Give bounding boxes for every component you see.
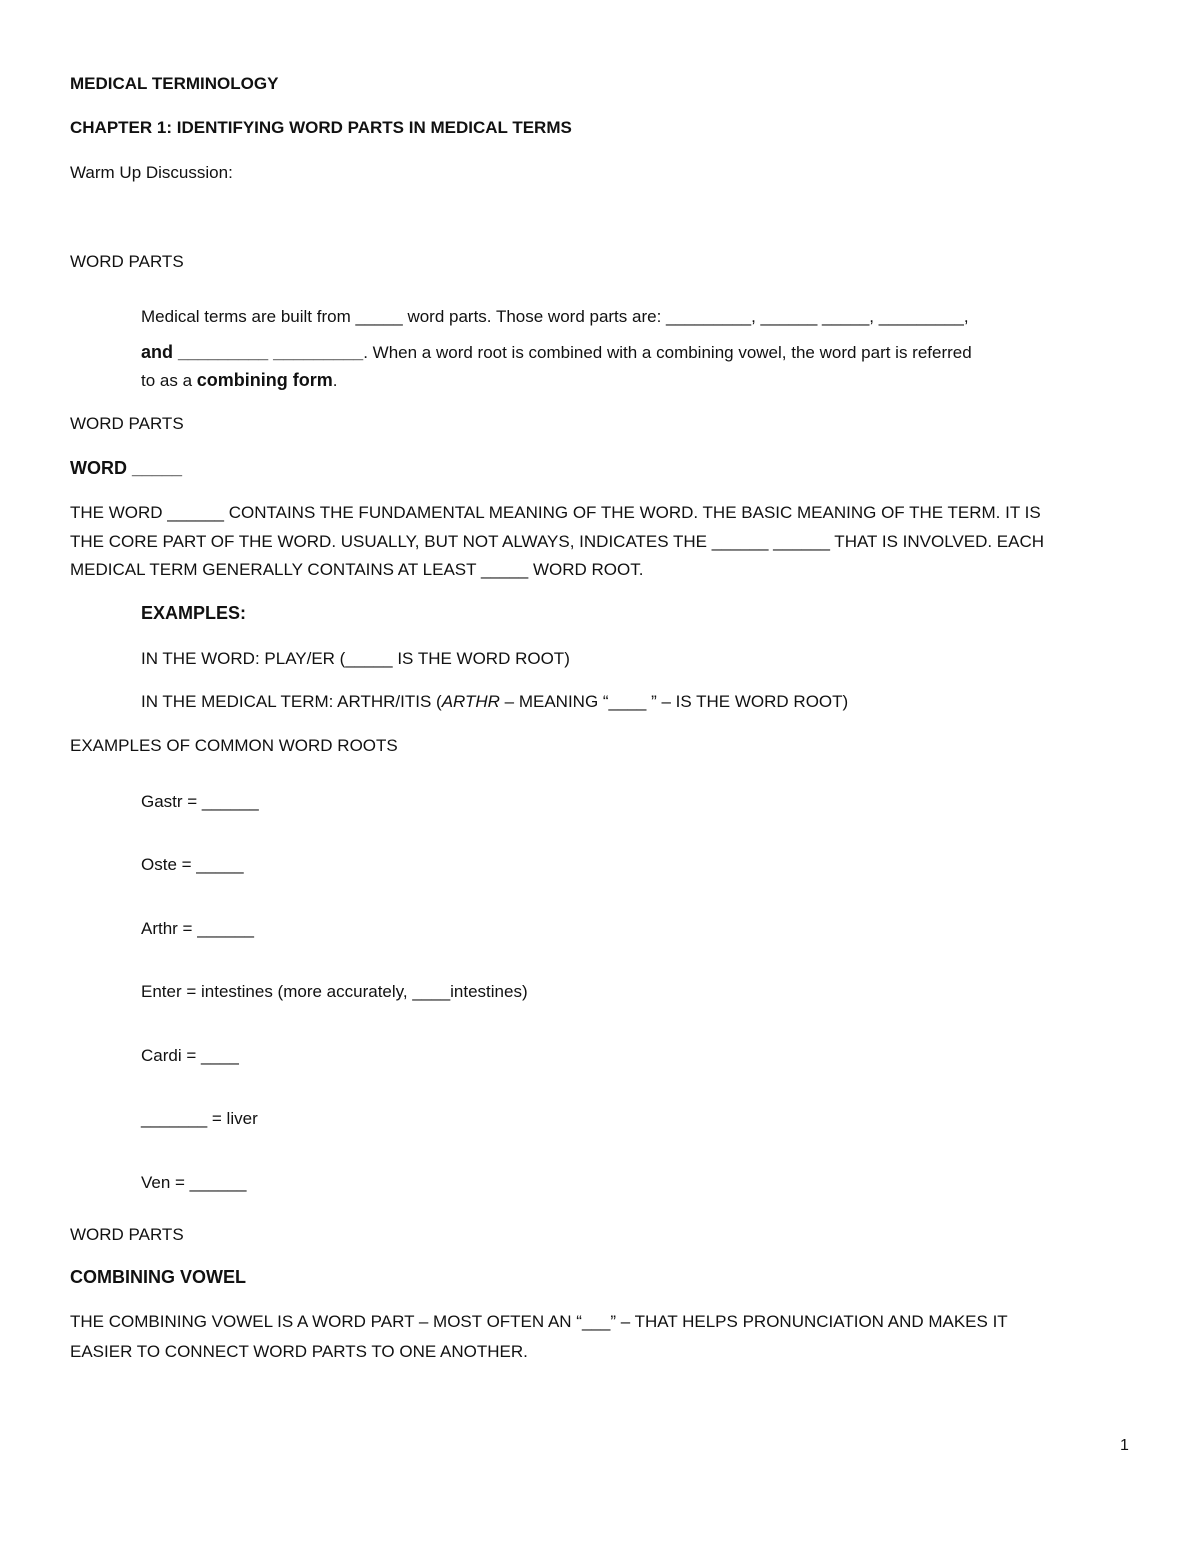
combining-form-term: combining form xyxy=(196,370,333,390)
intro-bold-blanks: and _________ _________ xyxy=(141,342,364,362)
intro-paragraph-line-1: Medical terms are built from _____ word parts. Those word parts are: _________, ______ _____, _________, xyxy=(141,307,969,326)
example-arthritis-prefix: IN THE MEDICAL TERM: ARTHR/ITIS ( xyxy=(141,692,442,711)
example-arthritis-suffix: – MEANING “____ ” – IS THE WORD ROOT) xyxy=(499,692,849,711)
root-cardi: Cardi = ____ xyxy=(141,1046,239,1065)
root-ven: Ven = ______ xyxy=(141,1173,247,1192)
example-arthr-italic: ARTHR xyxy=(441,692,500,711)
document-title: MEDICAL TERMINOLOGY xyxy=(70,74,279,93)
section-heading-word-parts-3: WORD PARTS xyxy=(70,1225,184,1244)
combining-vowel-paragraph-line-2: EASIER TO CONNECT WORD PARTS TO ONE ANOTHER. xyxy=(70,1342,528,1361)
root-enter: Enter = intestines (more accurately, ____intestines) xyxy=(141,982,528,1001)
word-root-subheading: WORD _____ xyxy=(70,458,183,478)
combining-vowel-paragraph-line-1: THE COMBINING VOWEL IS A WORD PART – MOST OFTEN AN “___” – THAT HELPS PRONUNCIATION AND MAKES IT xyxy=(70,1312,1008,1331)
intro-paragraph-line-3 xyxy=(141,369,338,392)
intro-line-3-prefix: to as a xyxy=(141,371,197,390)
root-liver: _______ = liver xyxy=(141,1109,258,1128)
root-arthr: Arthr = ______ xyxy=(141,919,254,938)
word-root-paragraph-line-2: THE CORE PART OF THE WORD. USUALLY, BUT NOT ALWAYS, INDICATES THE ______ ______ THAT IS INVOLVED. EACH xyxy=(70,532,1045,551)
combining-vowel-subheading: COMBINING VOWEL xyxy=(70,1267,246,1287)
page-number: 1 xyxy=(1120,1437,1129,1454)
example-play-er: IN THE WORD: PLAY/ER (_____ IS THE WORD ROOT) xyxy=(141,649,570,668)
intro-paragraph-line-2 xyxy=(141,341,972,364)
word-root-paragraph-line-1: THE WORD ______ CONTAINS THE FUNDAMENTAL MEANING OF THE WORD. THE BASIC MEANING OF THE TERM. IT IS xyxy=(70,503,1041,522)
section-heading-word-parts-2: WORD PARTS xyxy=(70,414,184,433)
word-root-paragraph-line-3: MEDICAL TERM GENERALLY CONTAINS AT LEAST _____ WORD ROOT. xyxy=(70,560,644,579)
warm-up-label: Warm Up Discussion: xyxy=(70,163,233,182)
intro-line-3-suffix: . xyxy=(332,371,338,390)
intro-line-2-text: . When a word root is combined with a combining vowel, the word part is referred xyxy=(363,343,972,362)
root-gastr: Gastr = ______ xyxy=(141,792,259,811)
common-roots-heading: EXAMPLES OF COMMON WORD ROOTS xyxy=(70,736,398,755)
example-arthritis xyxy=(141,691,848,713)
root-oste: Oste = _____ xyxy=(141,855,244,874)
chapter-heading: CHAPTER 1: IDENTIFYING WORD PARTS IN MEDICAL TERMS xyxy=(70,118,572,137)
section-heading-word-parts-1: WORD PARTS xyxy=(70,252,184,271)
examples-label: EXAMPLES: xyxy=(141,603,247,623)
